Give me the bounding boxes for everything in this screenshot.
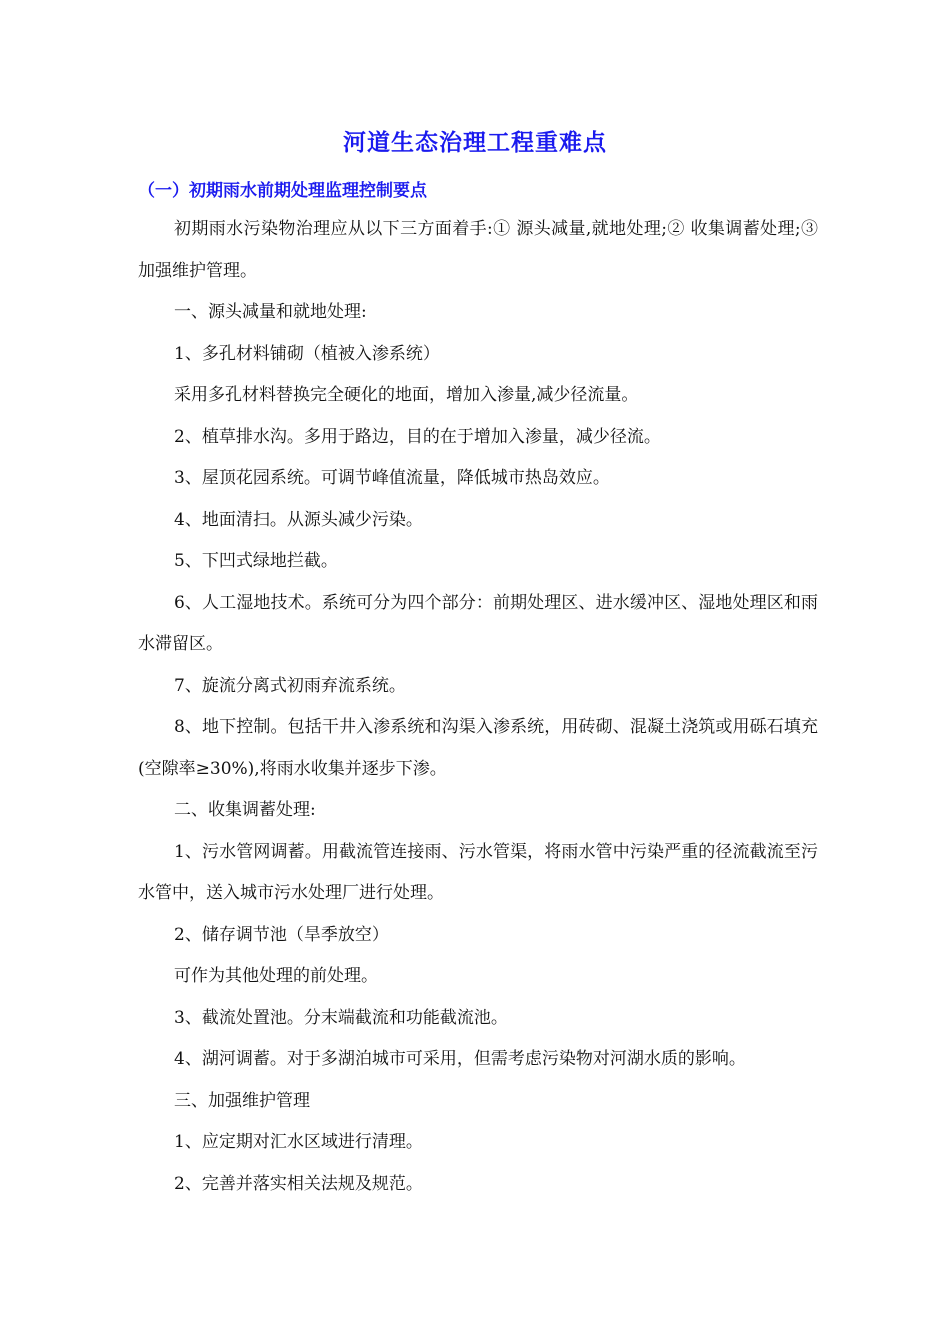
- paragraph-item: 1、多孔材料铺砌（植被入渗系统）: [174, 343, 440, 364]
- paragraph-heading-source-reduction: 一、源头减量和就地处理:: [174, 302, 367, 322]
- paragraph-item: 2、完善并落实相关法规及规范。: [174, 1173, 423, 1194]
- paragraph-item: 1、污水管网调蓄。用截流管连接雨、污水管渠，将雨水管中污染严重的径流截流至污水管中，送入城市污水处理厂进行处理。: [138, 841, 818, 903]
- paragraph-heading-maintenance: 三、加强维护管理: [174, 1090, 310, 1111]
- paragraph-item: 4、地面清扫。从源头减少污染。: [174, 509, 423, 530]
- paragraph-item: 7、旋流分离式初雨弃流系统。: [174, 675, 406, 696]
- paragraph-item: 3、屋顶花园系统。可调节峰值流量，降低城市热岛效应。: [174, 468, 610, 488]
- paragraph-intro: 初期雨水污染物治理应从以下三方面着手:① 源头减量,就地处理;② 收集调蓄处理;③ 加强维护管理。: [138, 219, 818, 281]
- paragraph-item: 采用多孔材料替换完全硬化的地面，增加入渗量,减少径流量。: [174, 385, 639, 405]
- paragraph-item: 3、截流处置池。分末端截流和功能截流池。: [174, 1007, 508, 1028]
- document-title: 河道生态治理工程重难点: [343, 130, 607, 156]
- paragraph-item: 1、应定期对汇水区域进行清理。: [174, 1132, 423, 1152]
- paragraph-item: 2、植草排水沟。多用于路边，目的在于增加入渗量，减少径流。: [174, 426, 661, 447]
- paragraph-heading-collection: 二、收集调蓄处理:: [174, 800, 316, 820]
- paragraph-item: 4、湖河调蓄。对于多湖泊城市可采用，但需考虑污染物对河湖水质的影响。: [174, 1049, 746, 1069]
- section-heading: （一）初期雨水前期处理监理控制要点: [138, 181, 427, 201]
- paragraph-item: 2、储存调节池（旱季放空）: [174, 924, 389, 945]
- paragraph-item: 6、人工湿地技术。系统可分为四个部分：前期处理区、进水缓冲区、湿地处理区和雨水滞留区。: [138, 592, 818, 654]
- paragraph-item: 5、下凹式绿地拦截。: [174, 551, 338, 571]
- paragraph-item: 8、地下控制。包括干井入渗系统和沟渠入渗系统，用砖砌、混凝土浇筑或用砾石填充(空隙率≥30%),将雨水收集并逐步下渗。: [138, 717, 818, 779]
- paragraph-item: 可作为其他处理的前处理。: [174, 966, 378, 986]
- document-body: [138, 209, 818, 1205]
